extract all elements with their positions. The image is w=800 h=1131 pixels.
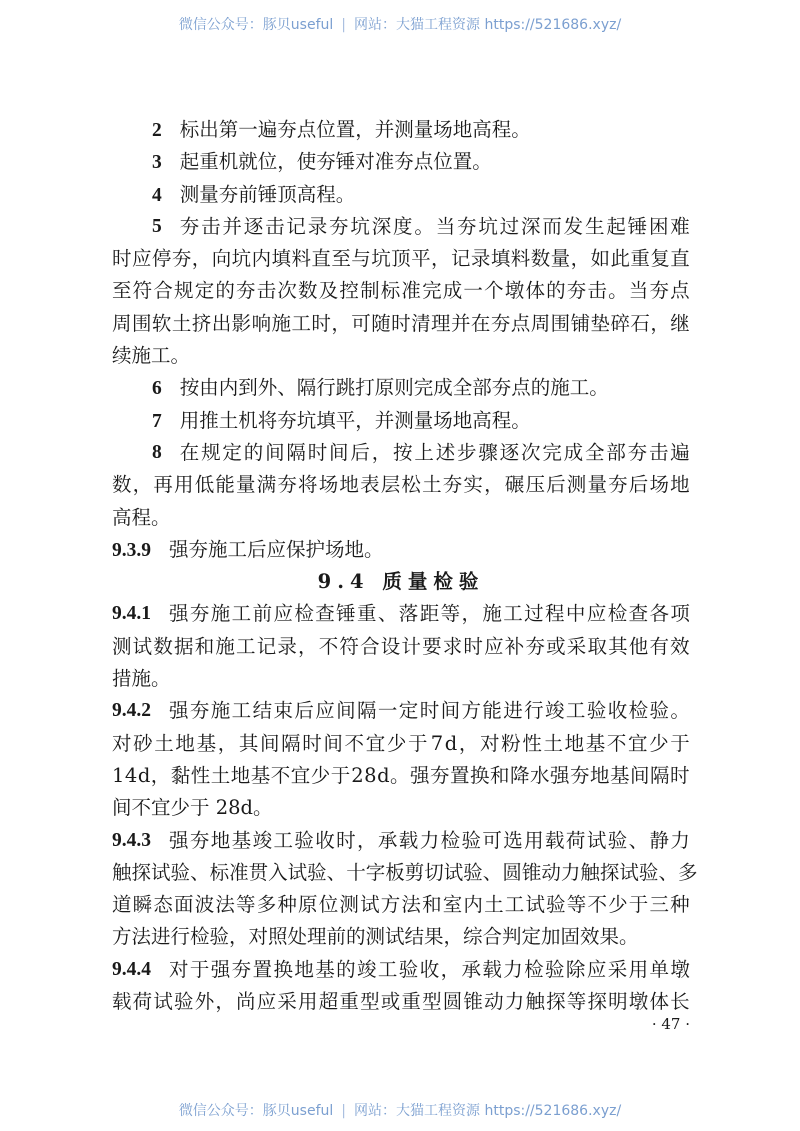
watermark-separator: | — [341, 1103, 347, 1119]
clause-number: 7 — [152, 410, 162, 432]
clause-number: 4 — [152, 184, 162, 206]
watermark-site: 网站：大猫工程资源 https://521686.xyz/ — [354, 17, 622, 33]
line-text: 道 瞬 态 面 波 法 等 多 种 原 位 测 试 方 法 和 室 内 土 工 试 验 等 不 少 于 三 种 — [112, 893, 690, 917]
text-line — [112, 179, 690, 211]
text-line — [112, 340, 690, 372]
line-text: 强 夯 施 工 结 束 后 应 间 隔 一 定 时 间 方 能 进 行 竣 工 验 收 检 验 。 — [169, 699, 690, 723]
text-line — [112, 728, 690, 760]
line-text: 周 围 软 土 挤 出 影 响 施 工 时 ， 可 随 时 清 理 并 在 夯 点 周 围 铺 垫 碎 石 ， 继 — [112, 311, 690, 335]
section-heading: 9.4 质量检验 — [317, 570, 485, 594]
line-text: 1 4 d ， 黏 性 土 地 基 不 宜 少 于 2 8 d 。 强 夯 置 换 和 降 水 强 夯 地 基 间 隔 时 — [112, 763, 690, 787]
clause-number: 9.3.9 — [112, 539, 151, 561]
clause-number: 5 — [152, 215, 162, 237]
clause-number: 2 — [152, 120, 162, 141]
text-line — [112, 825, 690, 857]
clause-number: 6 — [152, 378, 162, 400]
line-text: 触 探 试 验 、 标 准 贯 入 试 验 、 十 字 板 剪 切 试 验 、 圆 锥 动 力 触 探 试 验 、 多 — [112, 860, 698, 884]
line-text: 测量夯前锤顶高程。 — [179, 182, 356, 206]
watermark-bottom — [0, 1100, 800, 1120]
line-text: 至 符 合 规 定 的 夯 击 次 数 及 控 制 标 准 完 成 一 个 墩 体 的 夯 击 。 当 夯 点 — [112, 279, 690, 303]
line-text: 对 于 强 夯 置 换 地 基 的 竣 工 验 收 ， 承 载 力 检 验 除 应 采 用 单 墩 — [169, 957, 690, 981]
text-line — [112, 760, 690, 792]
text-line — [112, 986, 690, 1018]
text-line — [112, 663, 690, 695]
clause-number: 8 — [152, 441, 162, 463]
text-line — [112, 243, 690, 275]
clause-number: 3 — [152, 152, 162, 174]
line-text: 强 夯 施 工 前 应 检 查 锤 重 、 落 距 等 ， 施 工 过 程 中 应 检 查 各 项 — [169, 602, 690, 626]
watermark-top — [0, 14, 800, 34]
line-text: 在 规 定 的 间 隔 时 间 后 ， 按 上 述 步 骤 逐 次 完 成 全 部 夯 击 遍 — [179, 440, 690, 464]
text-line — [112, 792, 690, 824]
text-line — [112, 146, 690, 178]
line-text: 测 试 数 据 和 施 工 记 录 ， 不 符 合 设 计 要 求 时 应 补 夯 或 采 取 其 他 有 效 — [112, 634, 690, 658]
line-text: 夯 击 并 逐 击 记 录 夯 坑 深 度 。 当 夯 坑 过 深 而 发 生 起 锤 困 难 — [179, 214, 690, 238]
line-text: 标出第一遍夯点位置，并测量场地高程。 — [179, 118, 531, 141]
text-line — [112, 695, 690, 727]
text-line — [112, 921, 690, 953]
clause-number: 9.4.3 — [112, 829, 151, 851]
document-body — [112, 114, 698, 1018]
line-text: 强 夯 地 基 竣 工 验 收 时 ， 承 载 力 检 验 可 选 用 载 荷 试 验 、 静 力 — [169, 828, 690, 852]
text-line — [112, 211, 690, 243]
text-line — [112, 857, 698, 889]
line-text: 载 荷 试 验 外 ， 尚 应 采 用 超 重 型 或 重 型 圆 锥 动 力 触 探 等 探 明 墩 体 长 — [112, 990, 690, 1014]
watermark-wechat: 微信公众号：豚贝useful — [178, 17, 334, 33]
text-line — [112, 889, 690, 921]
text-line — [112, 308, 690, 340]
line-text: 用推土机将夯坑填平，并测量场地高程。 — [179, 408, 531, 432]
clause-number: 9.4.4 — [112, 958, 151, 980]
text-line — [112, 275, 690, 307]
clause-number: 9.4.2 — [112, 700, 151, 722]
line-text: 数 ， 再 用 低 能 量 满 夯 将 场 地 表 层 松 土 夯 实 ， 碾 压 后 测 量 夯 后 场 地 — [112, 473, 690, 497]
line-text: 按由内到外、隔行跳打原则完成全部夯点的施工。 — [179, 376, 609, 400]
line-text: 措施。 — [112, 667, 171, 691]
text-line — [112, 598, 690, 630]
text-line — [112, 372, 690, 404]
text-line — [112, 437, 690, 469]
watermark-wechat: 微信公众号：豚贝useful — [178, 1103, 334, 1119]
line-text: 续施工。 — [112, 344, 191, 368]
text-line — [112, 534, 690, 566]
line-text: 起重机就位，使夯锤对准夯点位置。 — [179, 150, 492, 174]
text-line — [112, 469, 690, 501]
line-text: 时 应 停 夯 ， 向 坑 内 填 料 直 至 与 坑 顶 平 ， 记 录 填 料 数 量 ， 如 此 重 复 直 — [112, 247, 690, 271]
line-text: 对 砂 土 地 基 ， 其 间 隔 时 间 不 宜 少 于 7 d ， 对 粉 性 土 地 基 不 宜 少 于 — [112, 731, 690, 755]
watermark-site: 网站：大猫工程资源 https://521686.xyz/ — [354, 1103, 622, 1119]
page-number: · 47 · — [651, 1015, 690, 1033]
text-line — [112, 954, 690, 986]
watermark-separator: | — [341, 17, 347, 33]
text-line — [112, 405, 690, 437]
line-text: 方法进行检验，对照处理前的测试结果，综合判定加固效果。 — [112, 925, 639, 949]
clause-number: 9.4.1 — [112, 603, 151, 625]
line-text: 间不宜少于 28d。 — [112, 796, 273, 820]
line-text: 强夯施工后应保护场地。 — [169, 537, 384, 561]
line-text: 高程。 — [112, 505, 171, 529]
text-line — [112, 114, 690, 146]
text-line — [112, 502, 690, 534]
text-line — [112, 631, 690, 663]
